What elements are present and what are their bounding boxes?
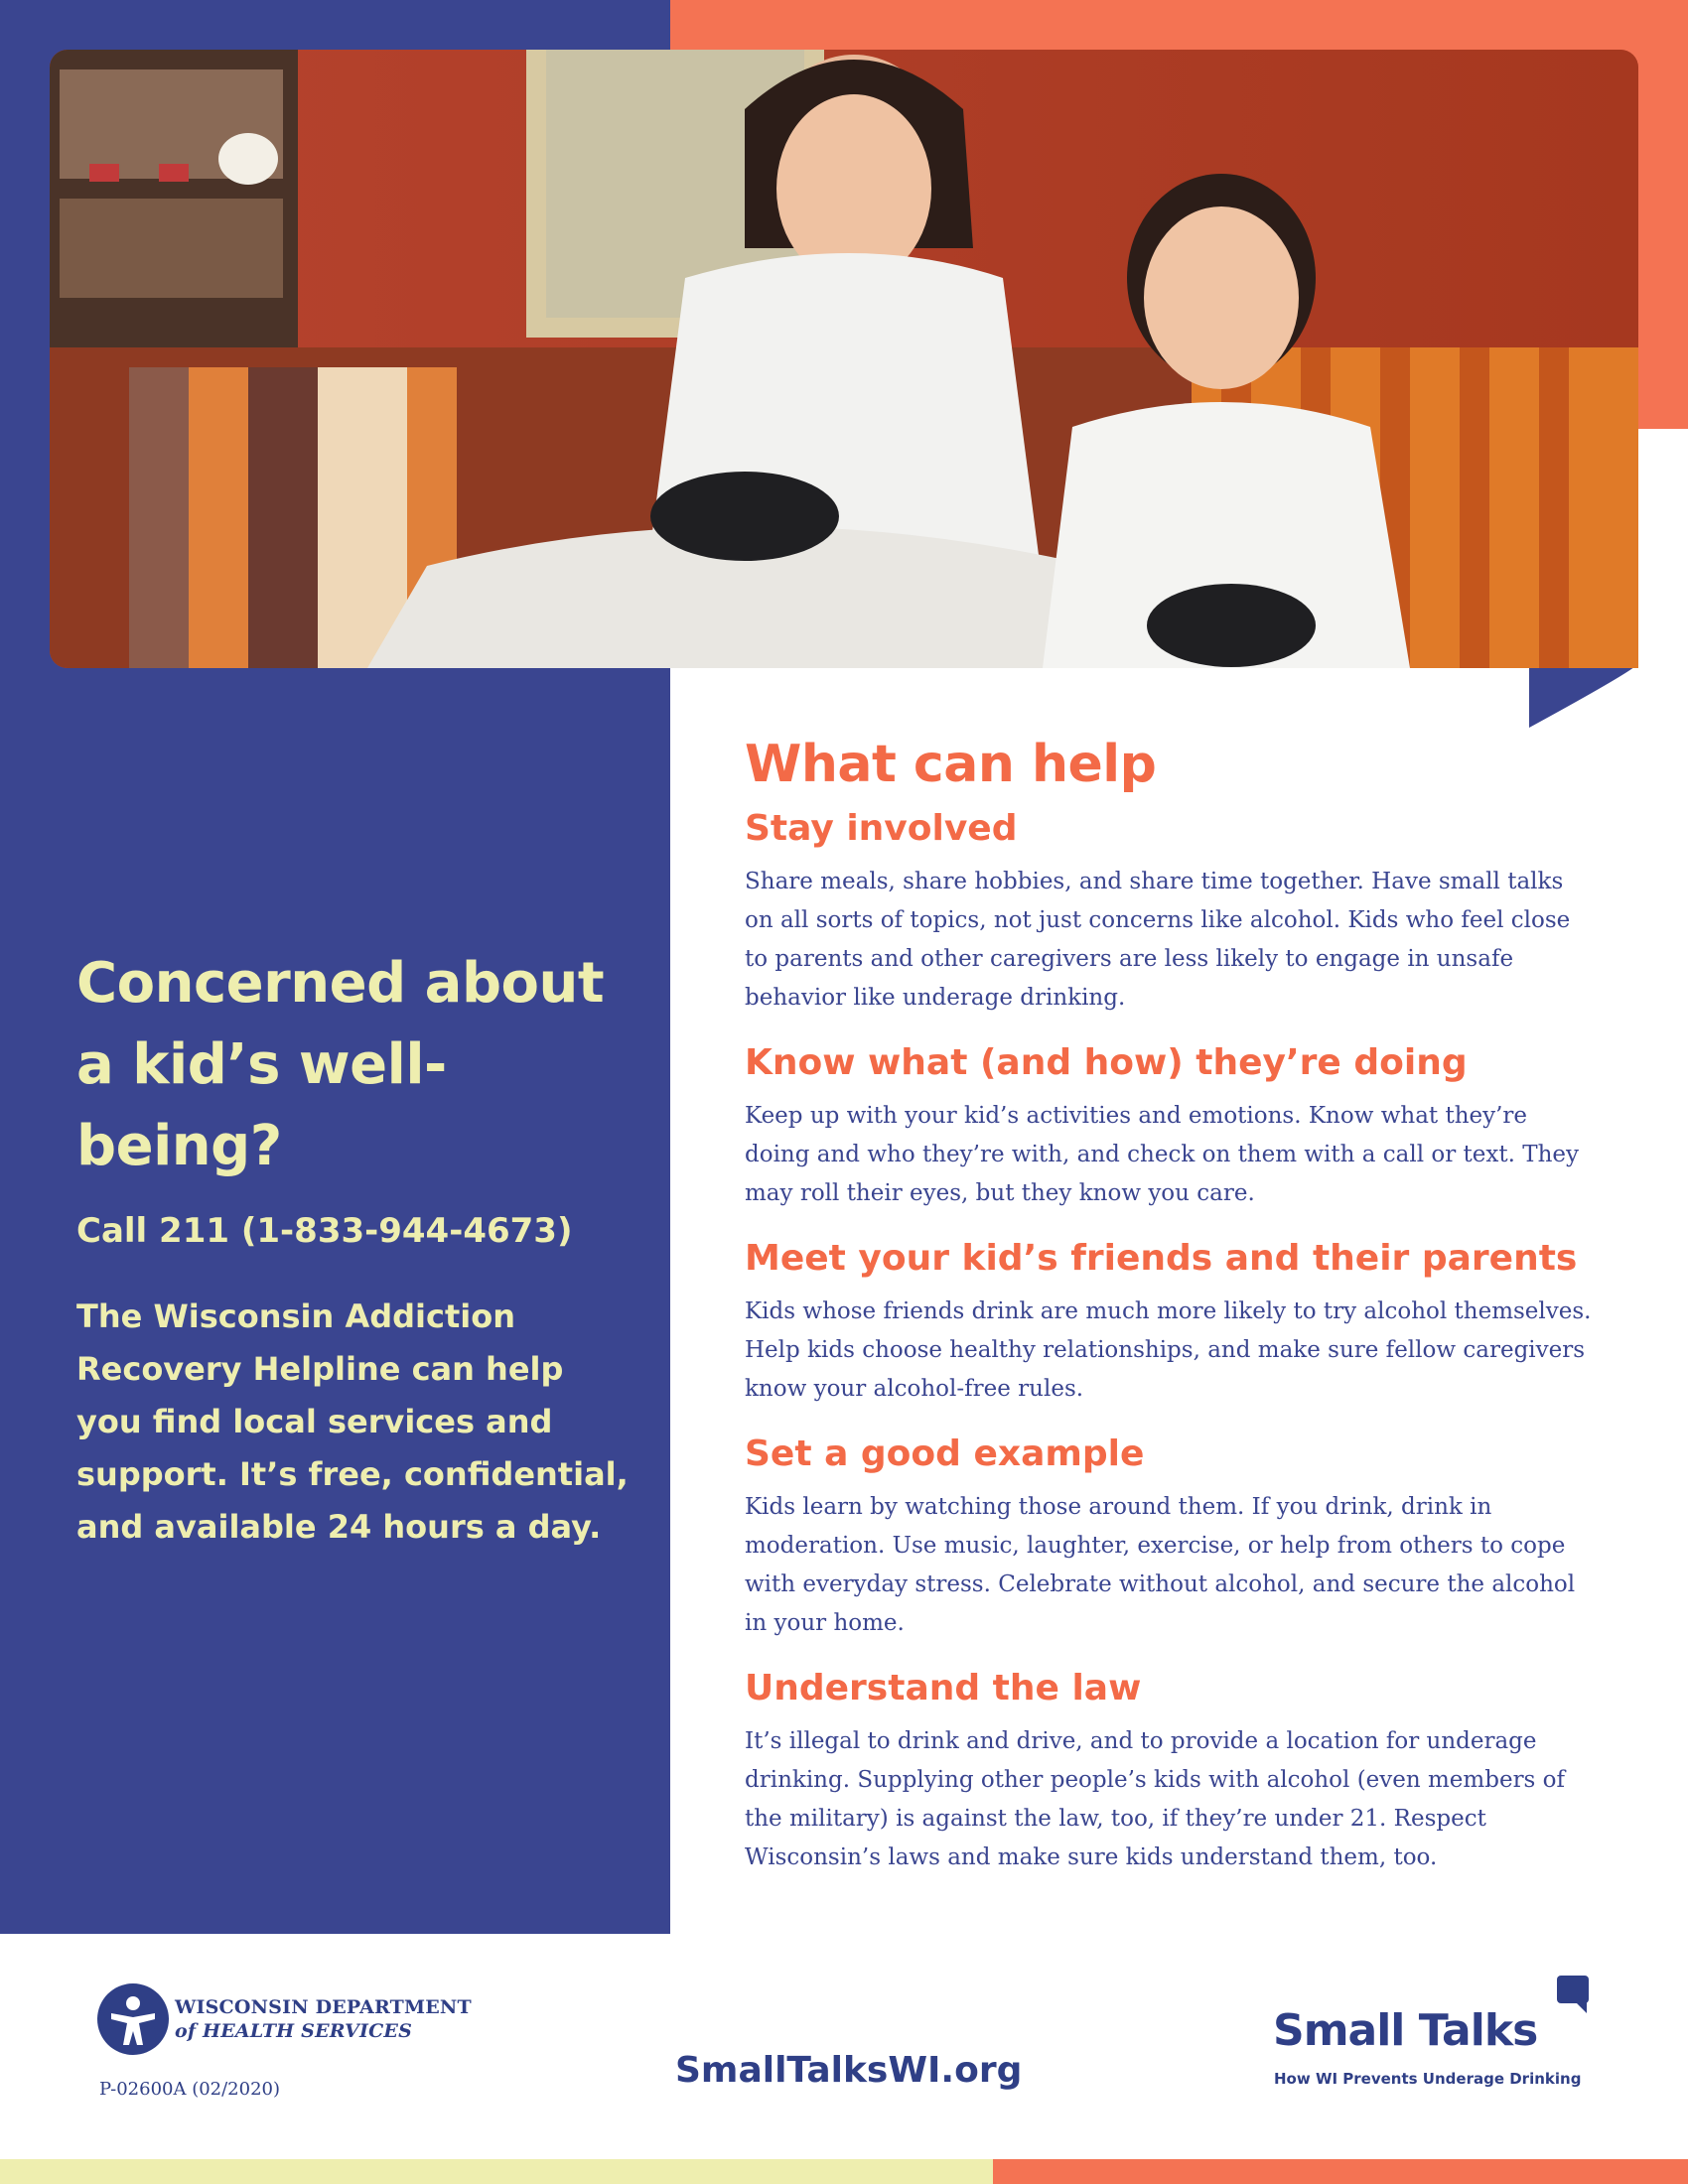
- section-body: It’s illegal to drink and drive, and to provide a location for underage drinking. Supplying other people’s kids with alcohol (even members of the military) is against the law, too, if they’re under 21. Respect Wisconsin’s laws and make sure kids understand them, too.: [745, 1728, 1566, 1870]
- section-body: Keep up with your kid’s activities and emotions. Know what they’re doing and who they’re with, and check on them with a call or text. They may roll their eyes, but they know you care.: [745, 1103, 1580, 1206]
- section-know-what-theyre-doing: [745, 1039, 1599, 1213]
- section-title: Meet your kid’s friends and their parents: [745, 1238, 1578, 1279]
- section-body: Kids learn by watching those around them. If you drink, drink in moderation. Use music, laughter, exercise, or help from others to cope with everyday stress. Celebrate without alcohol, and secure the alcohol in your home.: [745, 1494, 1576, 1636]
- section-stay-involved: [745, 805, 1599, 1018]
- website-link[interactable]: SmallTalksWI.org: [675, 2050, 1023, 2091]
- section-body: Kids whose friends drink are much more likely to try alcohol themselves. Help kids choose healthy relationships, and make sure fellow caregivers know your alcohol-free rules.: [745, 1298, 1592, 1402]
- left-heading: Concerned about a kid’s well-being?: [76, 951, 605, 1178]
- dhs-name-line1: WISCONSIN DEPARTMENT: [175, 1996, 472, 2018]
- section-body: Share meals, share hobbies, and share time together. Have small talks on all sorts of topics, not just concerns like alcohol. Kids who feel close to parents and other caregivers are less likely to engage in unsafe behavior like underage drinking.: [745, 869, 1571, 1011]
- publication-number: P-02600A (02/2020): [99, 2079, 281, 2100]
- section-set-good-example: [745, 1431, 1599, 1643]
- speech-bubble-tail-icon: [1575, 2001, 1587, 2013]
- small-talks-tagline: How WI Prevents Underage Drinking: [1274, 2070, 1582, 2088]
- footer-band-cream: [0, 2159, 993, 2184]
- dhs-seal-icon: [97, 1983, 169, 2055]
- footer-band-coral: [993, 2159, 1688, 2184]
- section-title: Understand the law: [745, 1668, 1142, 1708]
- small-talks-logo: Small Talks: [1273, 2005, 1538, 2056]
- helpline-phone: Call 211 (1-833-944-4673): [76, 1211, 573, 1251]
- speech-bubble-icon: [1557, 1976, 1589, 2003]
- section-title: Set a good example: [745, 1433, 1145, 1474]
- section-understand-law: [745, 1665, 1599, 1877]
- section-title: Know what (and how) they’re doing: [745, 1042, 1468, 1083]
- what-can-help-column: [745, 730, 1599, 1877]
- photo-corner-tab-shape: [1529, 668, 1638, 728]
- what-can-help-heading: What can help: [745, 735, 1157, 794]
- dhs-name-line2: of HEALTH SERVICES: [175, 2020, 413, 2042]
- dhs-name: [175, 1995, 472, 2043]
- helpline-description: The Wisconsin Addiction Recovery Helpline can help you find local services and support. It’s free, confidential, and available 24 hours a day.: [76, 1297, 629, 1546]
- section-meet-friends: [745, 1235, 1599, 1409]
- section-title: Stay involved: [745, 808, 1018, 849]
- hero-photo-illustration: [50, 50, 1638, 668]
- hero-photo: [50, 50, 1638, 668]
- dhs-figure-icon: [97, 1983, 169, 2055]
